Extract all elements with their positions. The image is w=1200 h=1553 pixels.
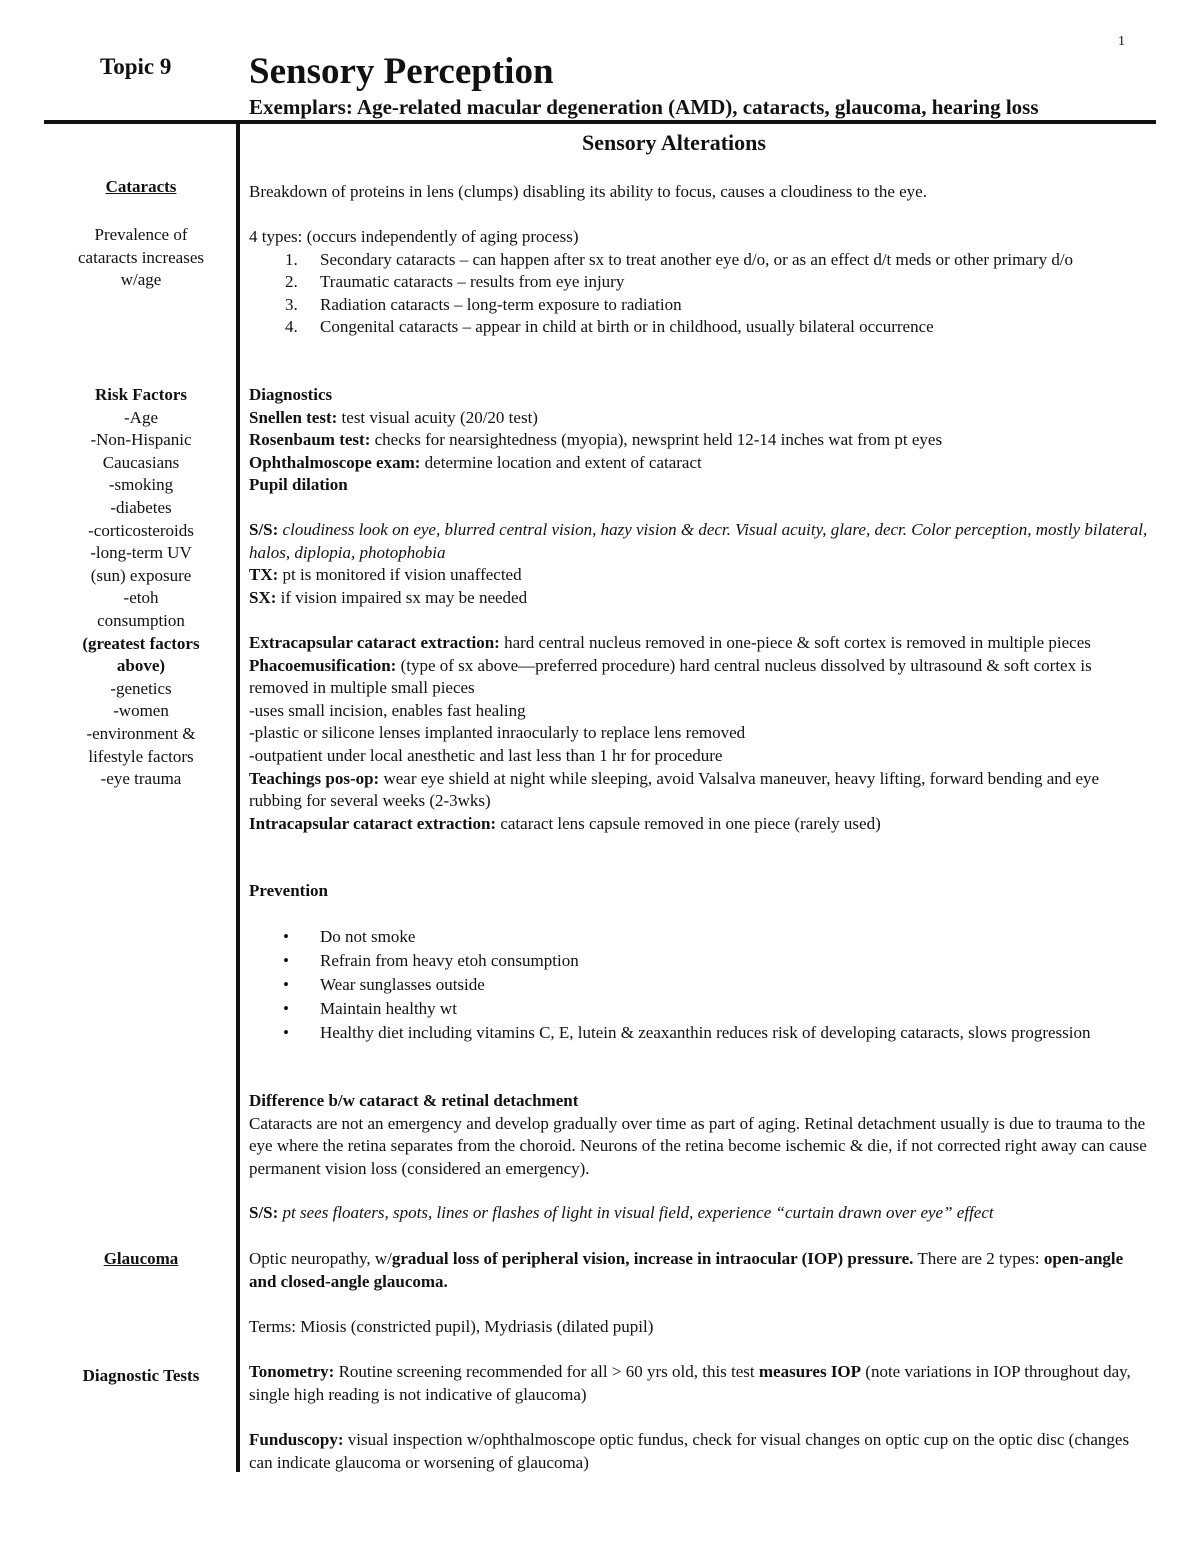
risk-item: -etoh xyxy=(123,588,159,608)
risk-item: -diabetes xyxy=(110,497,172,517)
left-heading-diagnostic-tests: Diagnostic Tests xyxy=(82,1366,200,1385)
list-item: 3. Radiation cataracts – long-term exposure to radiation xyxy=(285,294,682,314)
glaucoma-definition: Optic neuropathy, w/gradual loss of peripheral vision, increase in intraocular (IOP) pressure. There are 2 types: open-angle and closed-angle glaucoma. xyxy=(249,1249,1124,1291)
prevention-list xyxy=(249,925,1149,1045)
section-title: Sensory Alterations xyxy=(582,130,766,155)
left-prevalence: Prevalence of cataracts increases w/age xyxy=(78,225,204,290)
page-number: 1 xyxy=(1118,34,1125,49)
horizontal-rule xyxy=(44,120,1156,124)
difference-block: Difference b/w cataract & retinal detachment Cataracts are not an emergency and develop gradually over time as part of aging. Retinal detachment usually is due to trauma to the eye where the retina separates from the choroid. Neurons of the retina become ischemic & die, if not corrected right away can cause permanent vision loss (considered an emergency). xyxy=(249,1091,1147,1178)
risk-item: -long-term UV xyxy=(90,543,192,563)
greatest-factors-note: above) xyxy=(116,656,166,676)
signs-symptoms-block: S/S: cloudiness look on eye, blurred central vision, hazy vision & decr. Visual acuity, glare, decr. Color perception, mostly bilateral, halos, diplopia, photophobia TX: pt is monitored if vision unaffected SX: if vision impaired sx may be needed xyxy=(249,520,1148,607)
surgery-block: Extracapsular cataract extraction: hard central nucleus removed in one-piece & soft cortex is removed in multiple pieces Phacoemusification: (type of sx above—preferred procedure) hard central nucleus dissolved by ultrasound & soft cortex is removed in multiple small pieces -uses small incision, enables fast healing -plastic or silicone lenses implanted inraocularly to replace lens removed -outpatient under local anesthetic and last less than 1 hr for procedure Teachings pos-op: wear eye shield at night while sleeping, avoid Valsalva maneuver, heavy lifting, forward bending and eye rubbing for several weeks (2-3wks) Intracapsular cataract extraction: cataract lens capsule removed in one piece (rarely used) xyxy=(249,633,1109,833)
retinal-signs-symptoms: S/S: pt sees floaters, spots, lines or flashes of light in visual field, experience “curtain drawn over eye” effect xyxy=(249,1203,994,1222)
prevention-heading: Prevention xyxy=(249,881,329,900)
risk-item: -eye trauma xyxy=(100,769,182,789)
greatest-factors-note: (greatest factors xyxy=(82,633,200,653)
risk-item: -Non-Hispanic xyxy=(90,430,192,450)
risk-factors-heading: Risk Factors xyxy=(94,385,188,404)
list-item: 4. Congenital cataracts – appear in child at birth or in childhood, usually bilateral occurrence xyxy=(285,317,934,337)
risk-item: Caucasians xyxy=(102,452,180,472)
page-title: Sensory Perception xyxy=(249,51,554,92)
left-heading-glaucoma: Glaucoma xyxy=(103,1249,179,1268)
cataract-types: 4 types: (occurs independently of aging process) 1. Secondary cataracts – can happen after sx to treat another eye d/o, or as an effect d/t meds or other primary d/o 2. Traumatic cataracts – results from eye injury 3. Radiation cataracts – long-term exposure to radiation 4. Congenital cataracts – appear in child at birth or in childhood, usually bilateral occurrence xyxy=(249,226,1149,339)
risk-item: lifestyle factors xyxy=(88,746,194,766)
list-item: • Maintain healthy wt xyxy=(283,999,457,1018)
risk-item: -corticosteroids xyxy=(88,520,194,540)
left-heading-cataracts: Cataracts xyxy=(105,177,177,196)
exemplars-line: Exemplars: Age-related macular degeneration (AMD), cataracts, glaucoma, hearing loss xyxy=(249,95,1039,119)
vertical-rule xyxy=(236,122,240,1472)
risk-item: (sun) exposure xyxy=(90,565,192,585)
list-item: 1. Secondary cataracts – can happen after sx to treat another eye d/o, or as an effect d/t meds or other primary d/o xyxy=(285,249,1074,269)
left-risk-factors xyxy=(58,384,224,791)
list-item: • Healthy diet including vitamins C, E, lutein & zeaxanthin reduces risk of developing cataracts, slows progression xyxy=(283,1023,1091,1042)
cataract-definition: Breakdown of proteins in lens (clumps) disabling its ability to focus, causes a cloudiness to the eye. xyxy=(249,182,927,201)
diagnostics-block: Diagnostics Snellen test: test visual acuity (20/20 test) Rosenbaum test: checks for nearsightedness (myopia), newsprint held 12-14 inches wat from pt eyes Ophthalmoscope exam: determine location and extent of cataract Pupil dilation xyxy=(249,385,943,495)
risk-item: -Age xyxy=(124,407,158,427)
risk-item: -environment & xyxy=(86,723,196,743)
list-item: • Do not smoke xyxy=(283,927,416,946)
terms-line: Terms: Miosis (constricted pupil), Mydriasis (dilated pupil) xyxy=(249,1317,654,1336)
list-item: • Wear sunglasses outside xyxy=(283,975,485,994)
topic-label: Topic 9 xyxy=(100,54,172,79)
list-item: • Refrain from heavy etoh consumption xyxy=(283,951,579,970)
risk-item: -smoking xyxy=(108,475,174,495)
risk-item: -women xyxy=(113,701,169,721)
risk-item: -genetics xyxy=(110,678,172,698)
list-item: 2. Traumatic cataracts – results from eye injury xyxy=(285,272,625,292)
funduscopy-block: Funduscopy: visual inspection w/ophthalmoscope optic fundus, check for visual changes on optic cup on the optic disc (changes can indicate glaucoma or worsening of glaucoma) xyxy=(249,1430,1130,1472)
tonometry-block: Tonometry: Routine screening recommended for all > 60 yrs old, this test measures IOP (note variations in IOP throughout day, single high reading is not indicative of glaucoma) xyxy=(249,1362,1131,1404)
risk-item: consumption xyxy=(97,610,185,630)
